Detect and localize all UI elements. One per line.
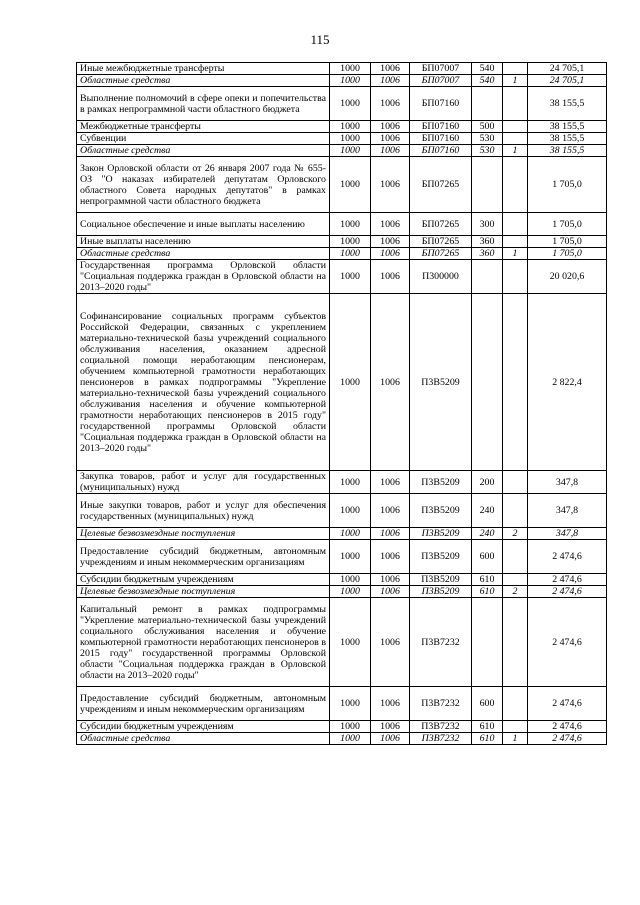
- amount-cell: 2 474,6: [528, 687, 607, 721]
- funding-source-cell: [503, 213, 528, 236]
- row-name-cell: Целевые безвозмездные поступления: [77, 586, 330, 598]
- subsection-code-cell: 1006: [371, 598, 410, 687]
- subsection-code-cell: 1006: [371, 63, 410, 75]
- section-code-cell: 1000: [330, 157, 371, 213]
- section-code-cell: 1000: [330, 213, 371, 236]
- table-row: [77, 87, 607, 121]
- amount-cell: 2 474,6: [528, 598, 607, 687]
- section-code-cell: 1000: [330, 733, 371, 745]
- funding-source-cell: [503, 87, 528, 121]
- table-row: [77, 248, 607, 260]
- target-article-cell: П300000: [410, 260, 472, 294]
- amount-cell: 347,8: [528, 528, 607, 540]
- row-name-cell: Межбюджетные трансферты: [77, 121, 330, 133]
- expense-type-cell: 530: [472, 145, 503, 157]
- section-code-cell: 1000: [330, 294, 371, 471]
- amount-cell: 2 474,6: [528, 586, 607, 598]
- amount-cell: 1 705,0: [528, 236, 607, 248]
- section-code-cell: 1000: [330, 87, 371, 121]
- expense-type-cell: [472, 87, 503, 121]
- funding-source-cell: [503, 471, 528, 494]
- row-name-cell: Закупка товаров, работ и услуг для государственных (муниципальных) нужд: [77, 471, 330, 494]
- row-name-cell: Выполнение полномочий в сфере опеки и попечительства в рамках непрограммной части областного бюджета: [77, 87, 330, 121]
- subsection-code-cell: 1006: [371, 471, 410, 494]
- target-article-cell: БП07265: [410, 157, 472, 213]
- table-row: [77, 574, 607, 586]
- funding-source-cell: [503, 294, 528, 471]
- amount-cell: 38 155,5: [528, 145, 607, 157]
- table-row: [77, 733, 607, 745]
- funding-source-cell: [503, 260, 528, 294]
- subsection-code-cell: 1006: [371, 721, 410, 733]
- table-row: [77, 63, 607, 75]
- row-name-cell: Закон Орловской области от 26 января 2007 года № 655-ОЗ "О наказах избирателей депутатам Орловского областного Совета народных депутатов" в рамках непрограммной части областного бюджета: [77, 157, 330, 213]
- section-code-cell: 1000: [330, 687, 371, 721]
- section-code-cell: 1000: [330, 471, 371, 494]
- amount-cell: 20 020,6: [528, 260, 607, 294]
- amount-cell: 38 155,5: [528, 87, 607, 121]
- expense-type-cell: 540: [472, 75, 503, 87]
- section-code-cell: 1000: [330, 236, 371, 248]
- section-code-cell: 1000: [330, 248, 371, 260]
- row-name-cell: Областные средства: [77, 145, 330, 157]
- subsection-code-cell: 1006: [371, 294, 410, 471]
- table-row: [77, 687, 607, 721]
- expense-type-cell: [472, 157, 503, 213]
- row-name-cell: Субсидии бюджетным учреждениям: [77, 721, 330, 733]
- target-article-cell: БП07265: [410, 213, 472, 236]
- expense-type-cell: 360: [472, 236, 503, 248]
- section-code-cell: 1000: [330, 121, 371, 133]
- row-name-cell: Предоставление субсидий бюджетным, автономным учреждениям и иным некоммерческим организациям: [77, 687, 330, 721]
- target-article-cell: П3В5209: [410, 294, 472, 471]
- amount-cell: 2 474,6: [528, 733, 607, 745]
- expense-type-cell: [472, 598, 503, 687]
- amount-cell: 347,8: [528, 494, 607, 528]
- row-name-cell: Целевые безвозмездные поступления: [77, 528, 330, 540]
- funding-source-cell: [503, 687, 528, 721]
- expense-type-cell: 600: [472, 540, 503, 574]
- section-code-cell: 1000: [330, 540, 371, 574]
- funding-source-cell: [503, 121, 528, 133]
- target-article-cell: БП07160: [410, 133, 472, 145]
- table-row: [77, 598, 607, 687]
- funding-source-cell: [503, 540, 528, 574]
- table-row: [77, 721, 607, 733]
- expense-type-cell: 240: [472, 494, 503, 528]
- funding-source-cell: [503, 63, 528, 75]
- table-row: [77, 213, 607, 236]
- target-article-cell: П3В5209: [410, 574, 472, 586]
- subsection-code-cell: 1006: [371, 213, 410, 236]
- expense-type-cell: 240: [472, 528, 503, 540]
- funding-source-cell: 2: [503, 586, 528, 598]
- budget-table-body: [77, 63, 607, 745]
- target-article-cell: БП07265: [410, 248, 472, 260]
- target-article-cell: БП07007: [410, 75, 472, 87]
- funding-source-cell: [503, 574, 528, 586]
- table-row: [77, 494, 607, 528]
- row-name-cell: Областные средства: [77, 733, 330, 745]
- subsection-code-cell: 1006: [371, 87, 410, 121]
- expense-type-cell: [472, 260, 503, 294]
- funding-source-cell: [503, 157, 528, 213]
- table-row: [77, 294, 607, 471]
- expense-type-cell: 360: [472, 248, 503, 260]
- funding-source-cell: [503, 721, 528, 733]
- row-name-cell: Предоставление субсидий бюджетным, автономным учреждениям и иным некоммерческим организациям: [77, 540, 330, 574]
- subsection-code-cell: 1006: [371, 260, 410, 294]
- subsection-code-cell: 1006: [371, 494, 410, 528]
- subsection-code-cell: 1006: [371, 540, 410, 574]
- amount-cell: 2 474,6: [528, 540, 607, 574]
- table-row: [77, 121, 607, 133]
- row-name-cell: Иные выплаты населению: [77, 236, 330, 248]
- expense-type-cell: 540: [472, 63, 503, 75]
- subsection-code-cell: 1006: [371, 687, 410, 721]
- section-code-cell: 1000: [330, 145, 371, 157]
- target-article-cell: П3В5209: [410, 540, 472, 574]
- funding-source-cell: 1: [503, 75, 528, 87]
- section-code-cell: 1000: [330, 260, 371, 294]
- subsection-code-cell: 1006: [371, 733, 410, 745]
- section-code-cell: 1000: [330, 528, 371, 540]
- table-row: [77, 260, 607, 294]
- funding-source-cell: [503, 236, 528, 248]
- section-code-cell: 1000: [330, 494, 371, 528]
- table-row: [77, 75, 607, 87]
- amount-cell: 1 705,0: [528, 157, 607, 213]
- amount-cell: 24 705,1: [528, 63, 607, 75]
- row-name-cell: Государственная программа Орловской области "Социальная поддержка граждан в Орловской области на 2013–2020 годы": [77, 260, 330, 294]
- table-row: [77, 145, 607, 157]
- target-article-cell: БП07007: [410, 63, 472, 75]
- target-article-cell: БП07160: [410, 145, 472, 157]
- target-article-cell: П3В7232: [410, 721, 472, 733]
- amount-cell: 1 705,0: [528, 213, 607, 236]
- funding-source-cell: [503, 494, 528, 528]
- expense-type-cell: 200: [472, 471, 503, 494]
- expense-type-cell: 610: [472, 721, 503, 733]
- row-name-cell: Иные закупки товаров, работ и услуг для обеспечения государственных (муниципальных) нужд: [77, 494, 330, 528]
- funding-source-cell: 1: [503, 145, 528, 157]
- amount-cell: 2 474,6: [528, 574, 607, 586]
- row-name-cell: Субвенции: [77, 133, 330, 145]
- expense-type-cell: 610: [472, 574, 503, 586]
- subsection-code-cell: 1006: [371, 574, 410, 586]
- section-code-cell: 1000: [330, 586, 371, 598]
- table-row: [77, 157, 607, 213]
- amount-cell: 347,8: [528, 471, 607, 494]
- section-code-cell: 1000: [330, 598, 371, 687]
- row-name-cell: Софинансирование социальных программ субъектов Российской Федерации, связанных с укреплением материально-технической базы учреждений социального обслуживания населения, оказанием адресной социальной помощи неработающим пенсионерам, обучением компьютерной грамотности неработающих пенсионеров в рамках подпрограммы "Укрепление материально-технической базы учреждений социального обслуживания населения и обучение компьютерной грамотности неработающих пенсионеров в 2015 году" государственной программы Орловской области "Социальная поддержка граждан в Орловской области на 2013–2020 годы": [77, 294, 330, 471]
- target-article-cell: БП07160: [410, 87, 472, 121]
- subsection-code-cell: 1006: [371, 236, 410, 248]
- amount-cell: 2 474,6: [528, 721, 607, 733]
- subsection-code-cell: 1006: [371, 75, 410, 87]
- subsection-code-cell: 1006: [371, 133, 410, 145]
- table-row: [77, 236, 607, 248]
- target-article-cell: БП07265: [410, 236, 472, 248]
- target-article-cell: П3В5209: [410, 494, 472, 528]
- section-code-cell: 1000: [330, 63, 371, 75]
- target-article-cell: БП07160: [410, 121, 472, 133]
- expense-type-cell: [472, 294, 503, 471]
- table-row: [77, 586, 607, 598]
- funding-source-cell: [503, 133, 528, 145]
- amount-cell: 2 822,4: [528, 294, 607, 471]
- section-code-cell: 1000: [330, 75, 371, 87]
- row-name-cell: Областные средства: [77, 248, 330, 260]
- target-article-cell: П3В7232: [410, 733, 472, 745]
- expense-type-cell: 300: [472, 213, 503, 236]
- amount-cell: 38 155,5: [528, 121, 607, 133]
- amount-cell: 38 155,5: [528, 133, 607, 145]
- subsection-code-cell: 1006: [371, 528, 410, 540]
- section-code-cell: 1000: [330, 133, 371, 145]
- section-code-cell: 1000: [330, 574, 371, 586]
- target-article-cell: П3В5209: [410, 528, 472, 540]
- row-name-cell: Областные средства: [77, 75, 330, 87]
- table-row: [77, 471, 607, 494]
- amount-cell: 1 705,0: [528, 248, 607, 260]
- funding-source-cell: 1: [503, 248, 528, 260]
- expense-type-cell: 610: [472, 586, 503, 598]
- expense-type-cell: 610: [472, 733, 503, 745]
- funding-source-cell: 1: [503, 733, 528, 745]
- row-name-cell: Капитальный ремонт в рамках подпрограммы "Укрепление материально-технической базы учреждений социального обслуживания населения и обучение компьютерной грамотности неработающих пенсионеров в 2015 году" государственной программы Орловской области "Социальная поддержка граждан в Орловской области на 2013–2020 годы": [77, 598, 330, 687]
- expense-type-cell: 530: [472, 133, 503, 145]
- row-name-cell: Иные межбюджетные трансферты: [77, 63, 330, 75]
- target-article-cell: П3В5209: [410, 471, 472, 494]
- expense-type-cell: 500: [472, 121, 503, 133]
- subsection-code-cell: 1006: [371, 121, 410, 133]
- subsection-code-cell: 1006: [371, 248, 410, 260]
- target-article-cell: П3В7232: [410, 598, 472, 687]
- target-article-cell: П3В7232: [410, 687, 472, 721]
- table-row: [77, 540, 607, 574]
- target-article-cell: П3В5209: [410, 586, 472, 598]
- funding-source-cell: [503, 598, 528, 687]
- subsection-code-cell: 1006: [371, 586, 410, 598]
- table-row: [77, 528, 607, 540]
- expense-type-cell: 600: [472, 687, 503, 721]
- section-code-cell: 1000: [330, 721, 371, 733]
- row-name-cell: Субсидии бюджетным учреждениям: [77, 574, 330, 586]
- subsection-code-cell: 1006: [371, 157, 410, 213]
- page-number: 115: [310, 32, 330, 47]
- subsection-code-cell: 1006: [371, 145, 410, 157]
- row-name-cell: Социальное обеспечение и иные выплаты населению: [77, 213, 330, 236]
- table-row: [77, 133, 607, 145]
- amount-cell: 24 705,1: [528, 75, 607, 87]
- budget-table: [76, 62, 607, 745]
- funding-source-cell: 2: [503, 528, 528, 540]
